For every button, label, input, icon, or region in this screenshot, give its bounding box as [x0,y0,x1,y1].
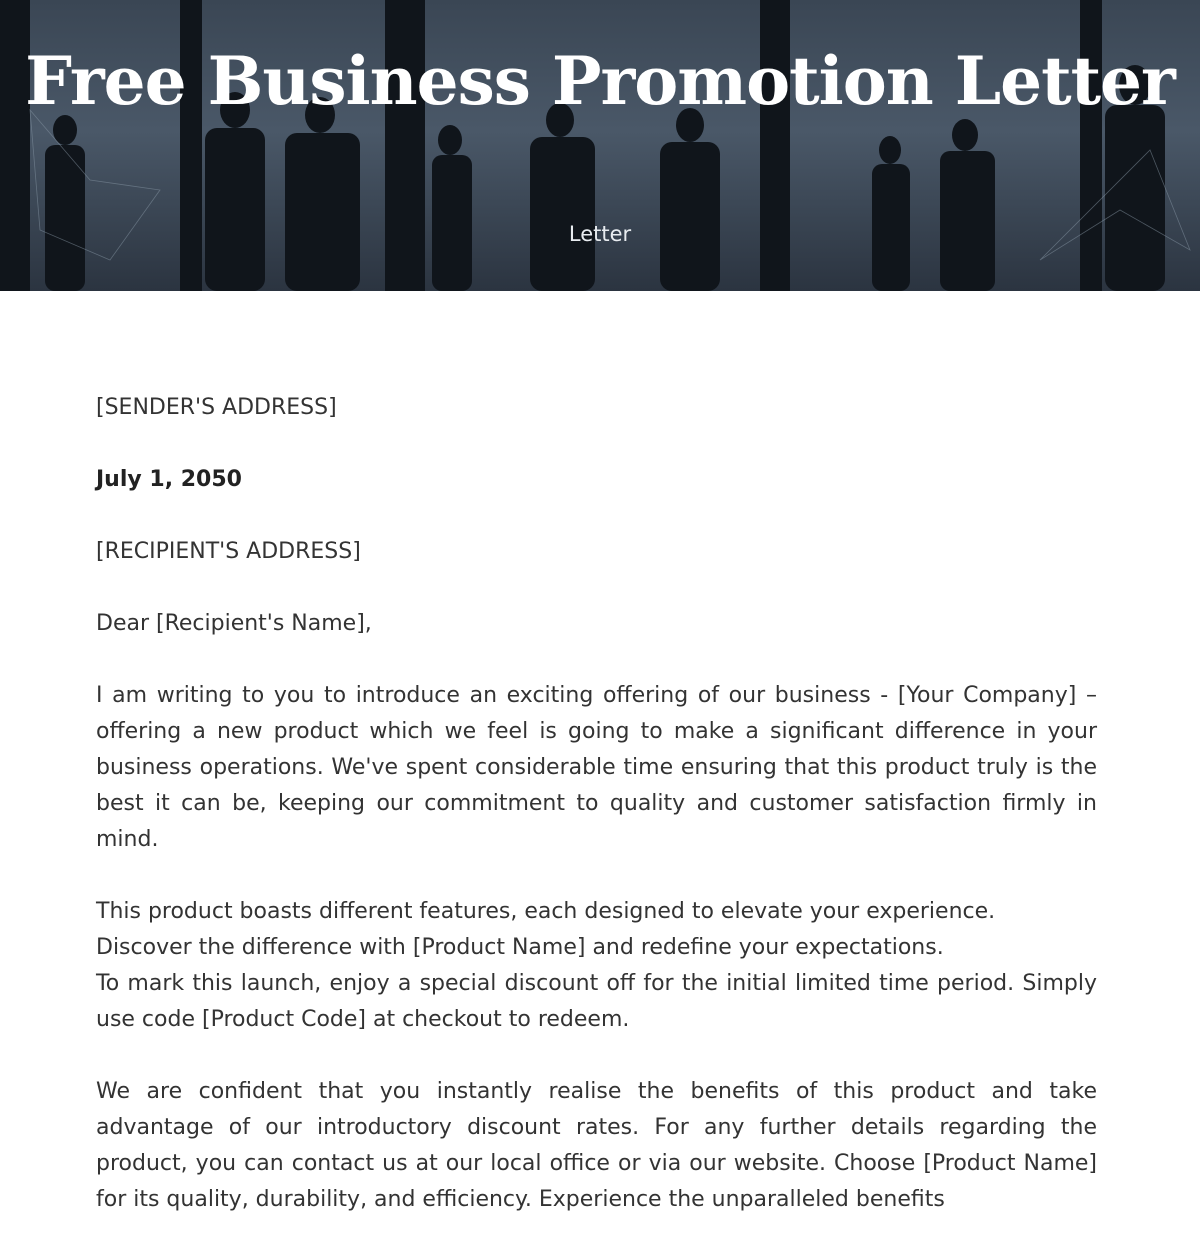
paragraph-features-line-3: To mark this launch, enjoy a special discount off for the initial limited time period. Simply use code [Product Code] at checkout to redeem. [96,971,1097,1032]
paragraph-features [96,894,1097,1038]
letter-date: July 1, 2050 [96,467,242,492]
page-title: Free Business Promotion Letter [25,42,1175,120]
header-banner [0,0,1200,291]
page-subtitle: Letter [568,222,632,246]
paragraph-features-line-1: This product boasts different features, each designed to elevate your experience. [96,899,996,924]
paragraph-features-line-2: Discover the difference with [Product Name] and redefine your expectations. [96,935,944,960]
salutation: Dear [Recipient's Name], [96,611,372,636]
paragraph-introduction: I am writing to you to introduce an exciting offering of our business - [Your Company] – offering a new product which we feel is going to make a significant difference in your business operations. We've spent considerable time ensuring that this product truly is the best it can be, keeping our commitment to quality and customer satisfaction firmly in mind. [96,683,1097,852]
recipient-address: [RECIPIENT'S ADDRESS] [96,539,361,564]
letter-body [96,390,1097,1254]
sender-address: [SENDER'S ADDRESS] [96,395,337,420]
paragraph-closing: We are confident that you instantly realise the benefits of this product and take advantage of our introductory discount rates. For any further details regarding the product, you can contact us at our local office or via our website. Choose [Product Name] for its quality, durability, and efficiency. Experience the unparalleled benefits [96,1079,1097,1212]
